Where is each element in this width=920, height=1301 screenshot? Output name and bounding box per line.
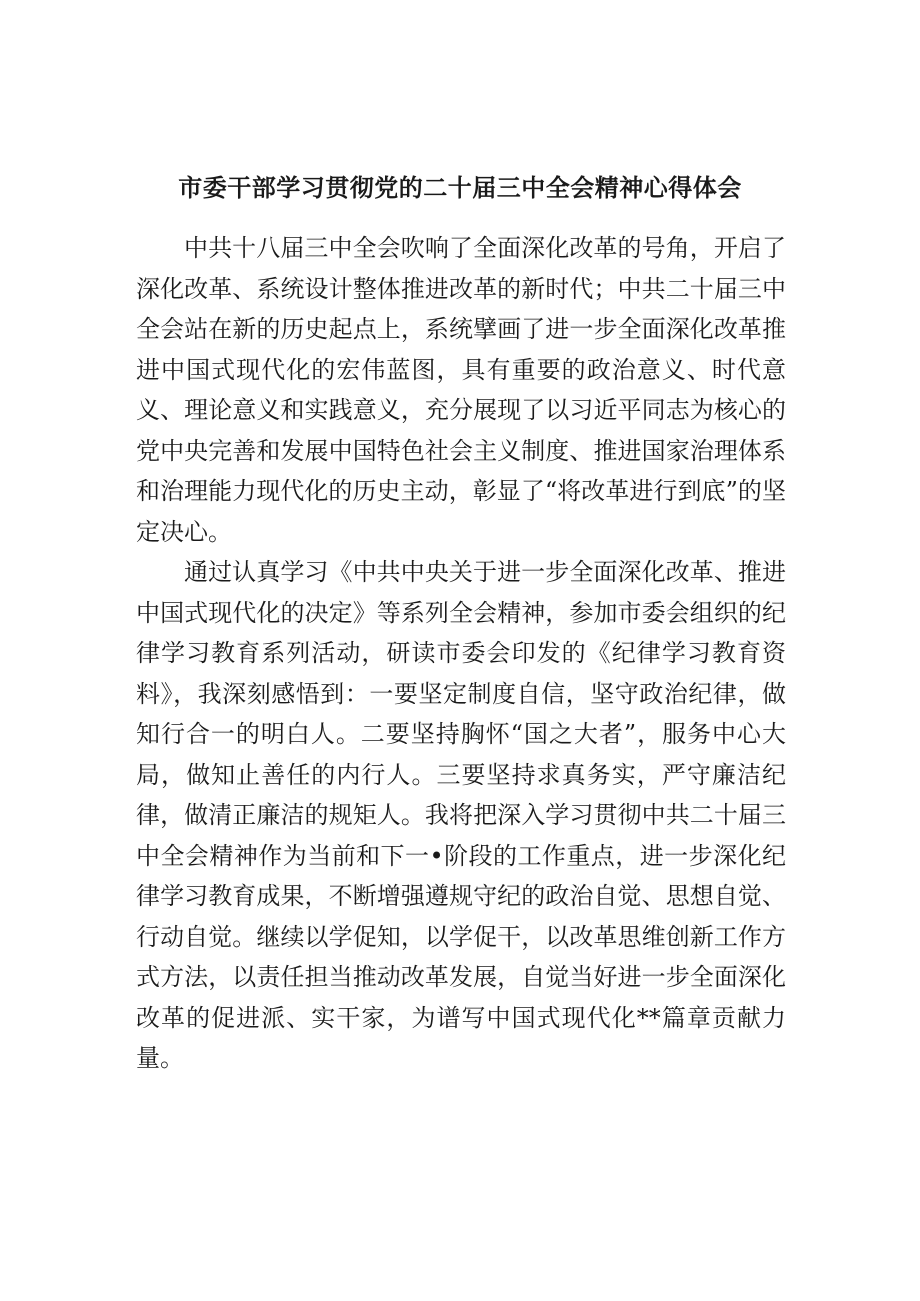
document-title: 市委干部学习贯彻党的二十届三中全会精神心得体会 [178,173,742,202]
paragraph-1: 中共十八届三中全会吹响了全面深化改革的号角，开启了深化改革、系统设计整体推进改革的新时代；中共二十届三中全会站在新的历史起点上，系统擘画了进一步全面深化改革推进中国式现代化的宏伟蓝图，具有重要的政治意义、时代意义、理论意义和实践意义，充分展现了以习近平同志为核心的党中央完善和发展中国特色社会主义制度、推进国家治理体系和治理能力现代化的历史主动，彰显了“将改革进行到底”的坚定决心。 [136,234,786,546]
paragraph-2: 通过认真学习《中共中央关于进一步全面深化改革、推进中国式现代化的决定》等系列全会精神，参加市委会组织的纪律学习教育系列活动，研读市委会印发的《纪律学习教育资料》，我深刻感悟到：一要坚定制度自信，坚守政治纪律，做知行合一的明白人。二要坚持胸怀“国之大者”，服务中心大局，做知止善任的内行人。三要坚持求真务实，严守廉洁纪律，做清正廉洁的规矩人。我将把深入学习贯彻中共二十届三中全会精神作为当前和下一•阶段的工作重点，进一步深化纪律学习教育成果，不断增强遵规守纪的政治自觉、思想自觉、行动自觉。继续以学促知，以学促干，以改革思维创新工作方式方法，以责任担当推动改革发展，自觉当好进一步全面深化改革的促进派、实干家，为谱写中国式现代化**篇章贡献力量。 [136,558,786,1072]
document-body [136,226,786,1079]
